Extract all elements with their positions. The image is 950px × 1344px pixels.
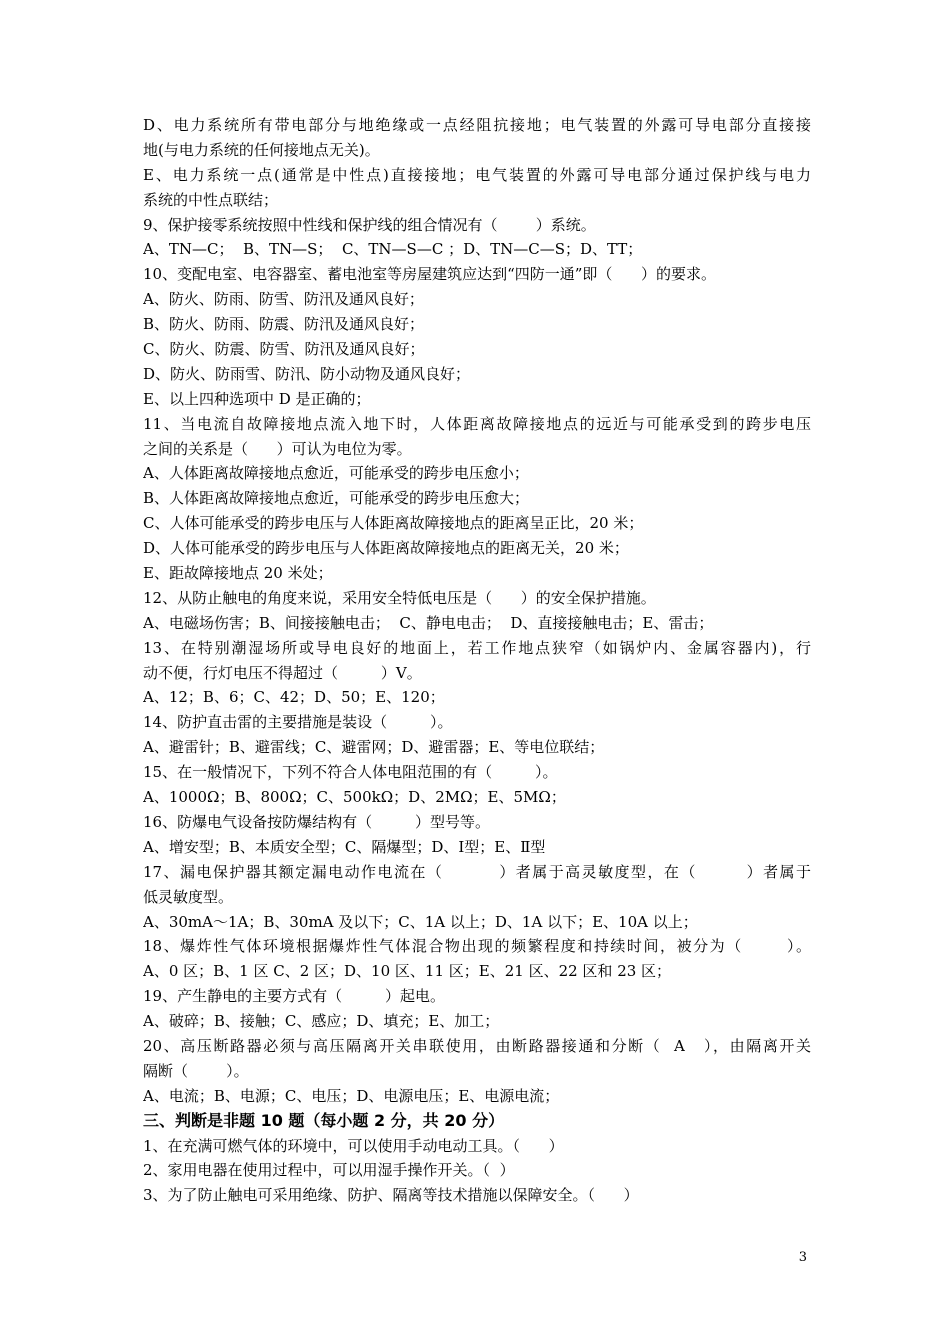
text-line: A、破碎；B、接触；C、感应；D、填充；E、加工； [143,1012,500,1031]
text-line: 10、变配电室、电容器室、蓄电池室等房屋建筑应达到“四防一通”即（ ）的要求。 [143,265,717,284]
text-line: 隔断（ ）。 [143,1061,249,1080]
text-line: A、TN—C； B、TN—S； C、TN—S—C ；D、TN—C—S；D、TT； [143,240,643,259]
text-line: D、电力系统所有带电部分与地绝缘或一点经阻抗接地；电气装置的外露可导电部分直接接 [143,116,811,134]
text-line: 系统的中性点联结； [143,190,279,209]
text-line: 15、在一般情况下，下列不符合人体电阻范围的有（ ）。 [143,763,558,782]
text-line: 20、高压断路器必须与高压隔离开关串联使用，由断路器接通和分断（ A ），由隔离开关 [143,1036,811,1055]
text-line: 2、家用电器在使用过程中，可以用湿手操作开关。（ ） [143,1161,515,1180]
text-line: 地(与电力系统的任何接地点无关)。 [143,140,380,159]
text-line: A、电磁场伤害；B、间接接触电击； C、静电电击； D、直接接触电击；E、雷击； [143,613,714,632]
text-line: A、增安型；B、本质安全型；C、隔爆型；D、Ⅰ型；E、Ⅱ型 [143,837,546,856]
text-line: D、人体可能承受的跨步电压与人体距离故障接地点的距离无关，20 米； [143,539,629,558]
text-line: 16、防爆电气设备按防爆结构有（ ）型号等。 [143,812,491,831]
text-line: A、人体距离故障接地点愈近，可能承受的跨步电压愈小； [143,464,529,483]
text-line: A、1000Ω；B、800Ω；C、500kΩ；D、2MΩ；E、5MΩ； [143,788,566,807]
text-line: 3、为了防止触电可采用绝缘、防护、隔离等技术措施以保障安全。（ ） [143,1186,639,1205]
text-line: C、人体可能承受的跨步电压与人体距离故障接地点的距离呈正比，20 米； [143,514,644,533]
text-line: D、防火、防雨雪、防汛、防小动物及通风良好； [143,364,471,383]
text-line: A、12；B、6；C、42；D、50；E、120； [143,688,445,707]
text-line: A、0 区；B、1 区 C、2 区；D、10 区、11 区；E、21 区、22 区和 23 区； [143,962,672,981]
text-line: 9、保护接零系统按照中性线和保护线的组合情况有（ ）系统。 [143,215,596,234]
text-line: B、人体距离故障接地点愈近，可能承受的跨步电压愈大； [143,489,530,508]
page-number: 3 [798,1250,807,1265]
text-line: A、电流；B、电源；C、电压；D、电源电压；E、电源电流； [143,1086,560,1105]
document-body [143,113,811,1208]
text-line: 11、当电流自故障接地点流入地下时，人体距离故障接地点的远近与可能承受到的跨步电压 [143,414,811,433]
text-line: C、防火、防震、防雪、防汛及通风良好； [143,340,425,359]
text-line: 1、在充满可燃气体的环境中，可以使用手动电动工具。（ ） [143,1136,564,1155]
text-line: E、距故障接地点 20 米处； [143,564,333,583]
text-line: A、避雷针；B、避雷线；C、避雷网；D、避雷器；E、等电位联结； [143,738,605,757]
text-line: B、防火、防雨、防震、防汛及通风良好； [143,315,425,334]
text-line: A、防火、防雨、防雪、防汛及通风良好； [143,290,424,309]
text-line: 12、从防止触电的角度来说，采用安全特低电压是（ ）的安全保护措施。 [143,588,656,607]
text-line: 14、防护直击雷的主要措施是装设（ ）。 [143,713,453,732]
text-line: 之间的关系是（ ）可认为电位为零。 [143,439,412,458]
text-line: A、30mA～1A；B、30mA 及以下；C、1A 以上；D、1A 以下；E、10A 以上； [143,912,698,931]
text-line: 13、在特别潮湿场所或导电良好的地面上，若工作地点狭窄（如锅炉内、金属容器内)，行 [143,638,811,657]
text-line: 17、漏电保护器其额定漏电动作电流在（ ）者属于高灵敏度型，在（ ）者属于 [143,862,811,881]
text-line: 18、爆炸性气体环境根据爆炸性气体混合物出现的频繁程度和持续时间，被分为（ ）。 [143,937,811,956]
text-line: E、电力系统一点(通常是中性点)直接接地；电气装置的外露可导电部分通过保护线与电力 [143,165,811,184]
text-line: E、以上四种选项中 D 是正确的； [143,389,371,408]
text-line: 动不便，行灯电压不得超过（ ）V。 [143,663,422,682]
section-heading: 三、判断是非题 10 题（每小题 2 分，共 20 分） [143,1110,505,1130]
text-line: 低灵敏度型。 [143,887,234,906]
text-line: 19、产生静电的主要方式有（ ）起电。 [143,987,446,1006]
